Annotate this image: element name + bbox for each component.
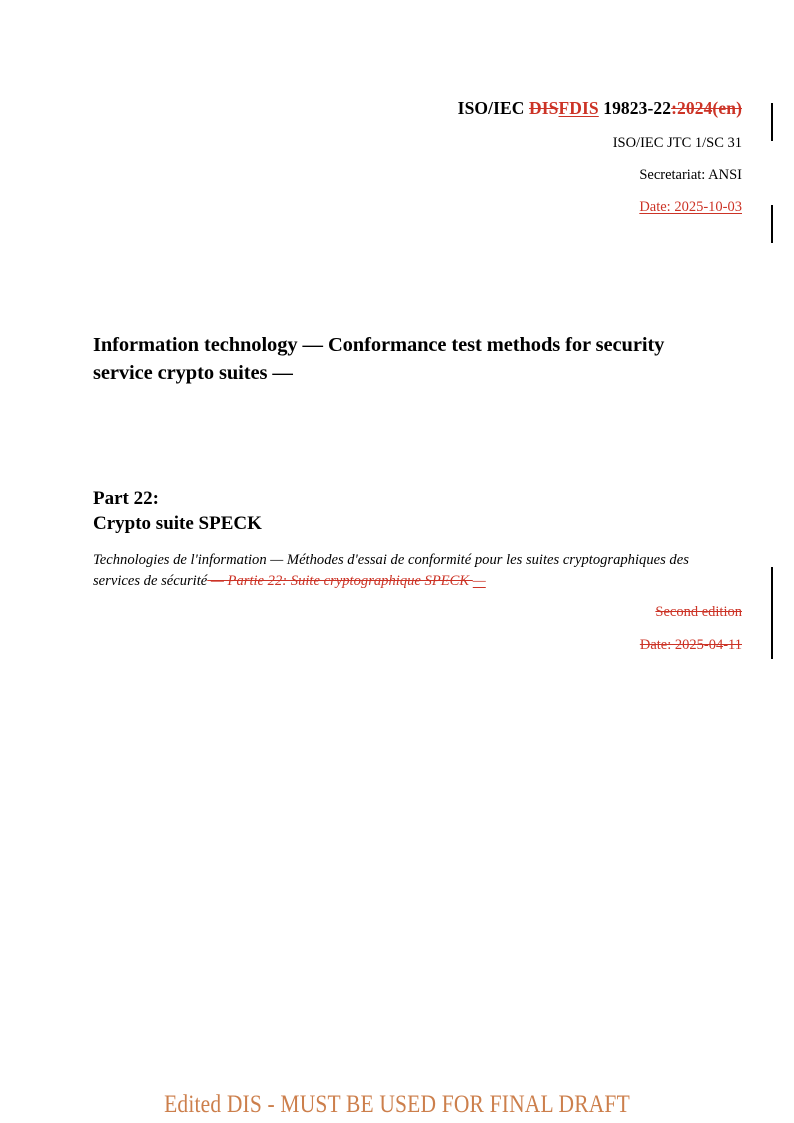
changebar-french-edition [771, 567, 773, 659]
edition-date [93, 636, 742, 655]
french-title-line2: services de sécurité [93, 572, 208, 589]
document-reference [93, 98, 742, 120]
french-title-block [93, 550, 748, 591]
page-title [93, 331, 748, 388]
french-title [93, 550, 748, 591]
title-block [93, 331, 748, 388]
french-title-deleted: — Partie 22: Suite cryptographique SPECK [207, 572, 473, 589]
header-date-inserted: Date: 2025-10-03 [639, 198, 742, 215]
doc-ref-number: 19823-22 [598, 98, 672, 118]
part-block [93, 486, 748, 537]
changebar-date [771, 205, 773, 243]
edition-date-deleted: Date: 2025-04-11 [639, 636, 742, 653]
doc-ref-suffix-deleted: :2024(en) [671, 98, 742, 118]
secretariat-label: Secretariat: ANSI [639, 166, 742, 183]
edition-block [93, 603, 742, 655]
edition-statement-deleted: Second edition [655, 604, 742, 620]
doc-ref-stage-deleted: DIS [528, 98, 559, 118]
committee-label: ISO/IEC JTC 1/SC 31 [612, 134, 742, 151]
french-title-line1: Technologies de l'information — Méthodes d'essai de conformité pour les suites cryptographiques des [93, 552, 689, 568]
page-title-line2: service crypto suites — [93, 362, 293, 385]
header-block [93, 98, 742, 216]
changebar-doc-ref [771, 103, 773, 141]
doc-ref-prefix: ISO/IEC [457, 98, 529, 118]
header-date [93, 198, 742, 217]
page-title-line1: Information technology — Conformance test methods for security [93, 334, 665, 356]
part-title: Crypto suite SPECK [93, 513, 262, 535]
french-title-inserted: — [472, 572, 486, 589]
doc-ref-stage-inserted: FDIS [558, 98, 599, 118]
part-number: Part 22: [93, 488, 159, 509]
edition-statement [93, 603, 742, 622]
footer-draft-note: Edited DIS - MUST BE USED FOR FINAL DRAFT [164, 1091, 630, 1118]
